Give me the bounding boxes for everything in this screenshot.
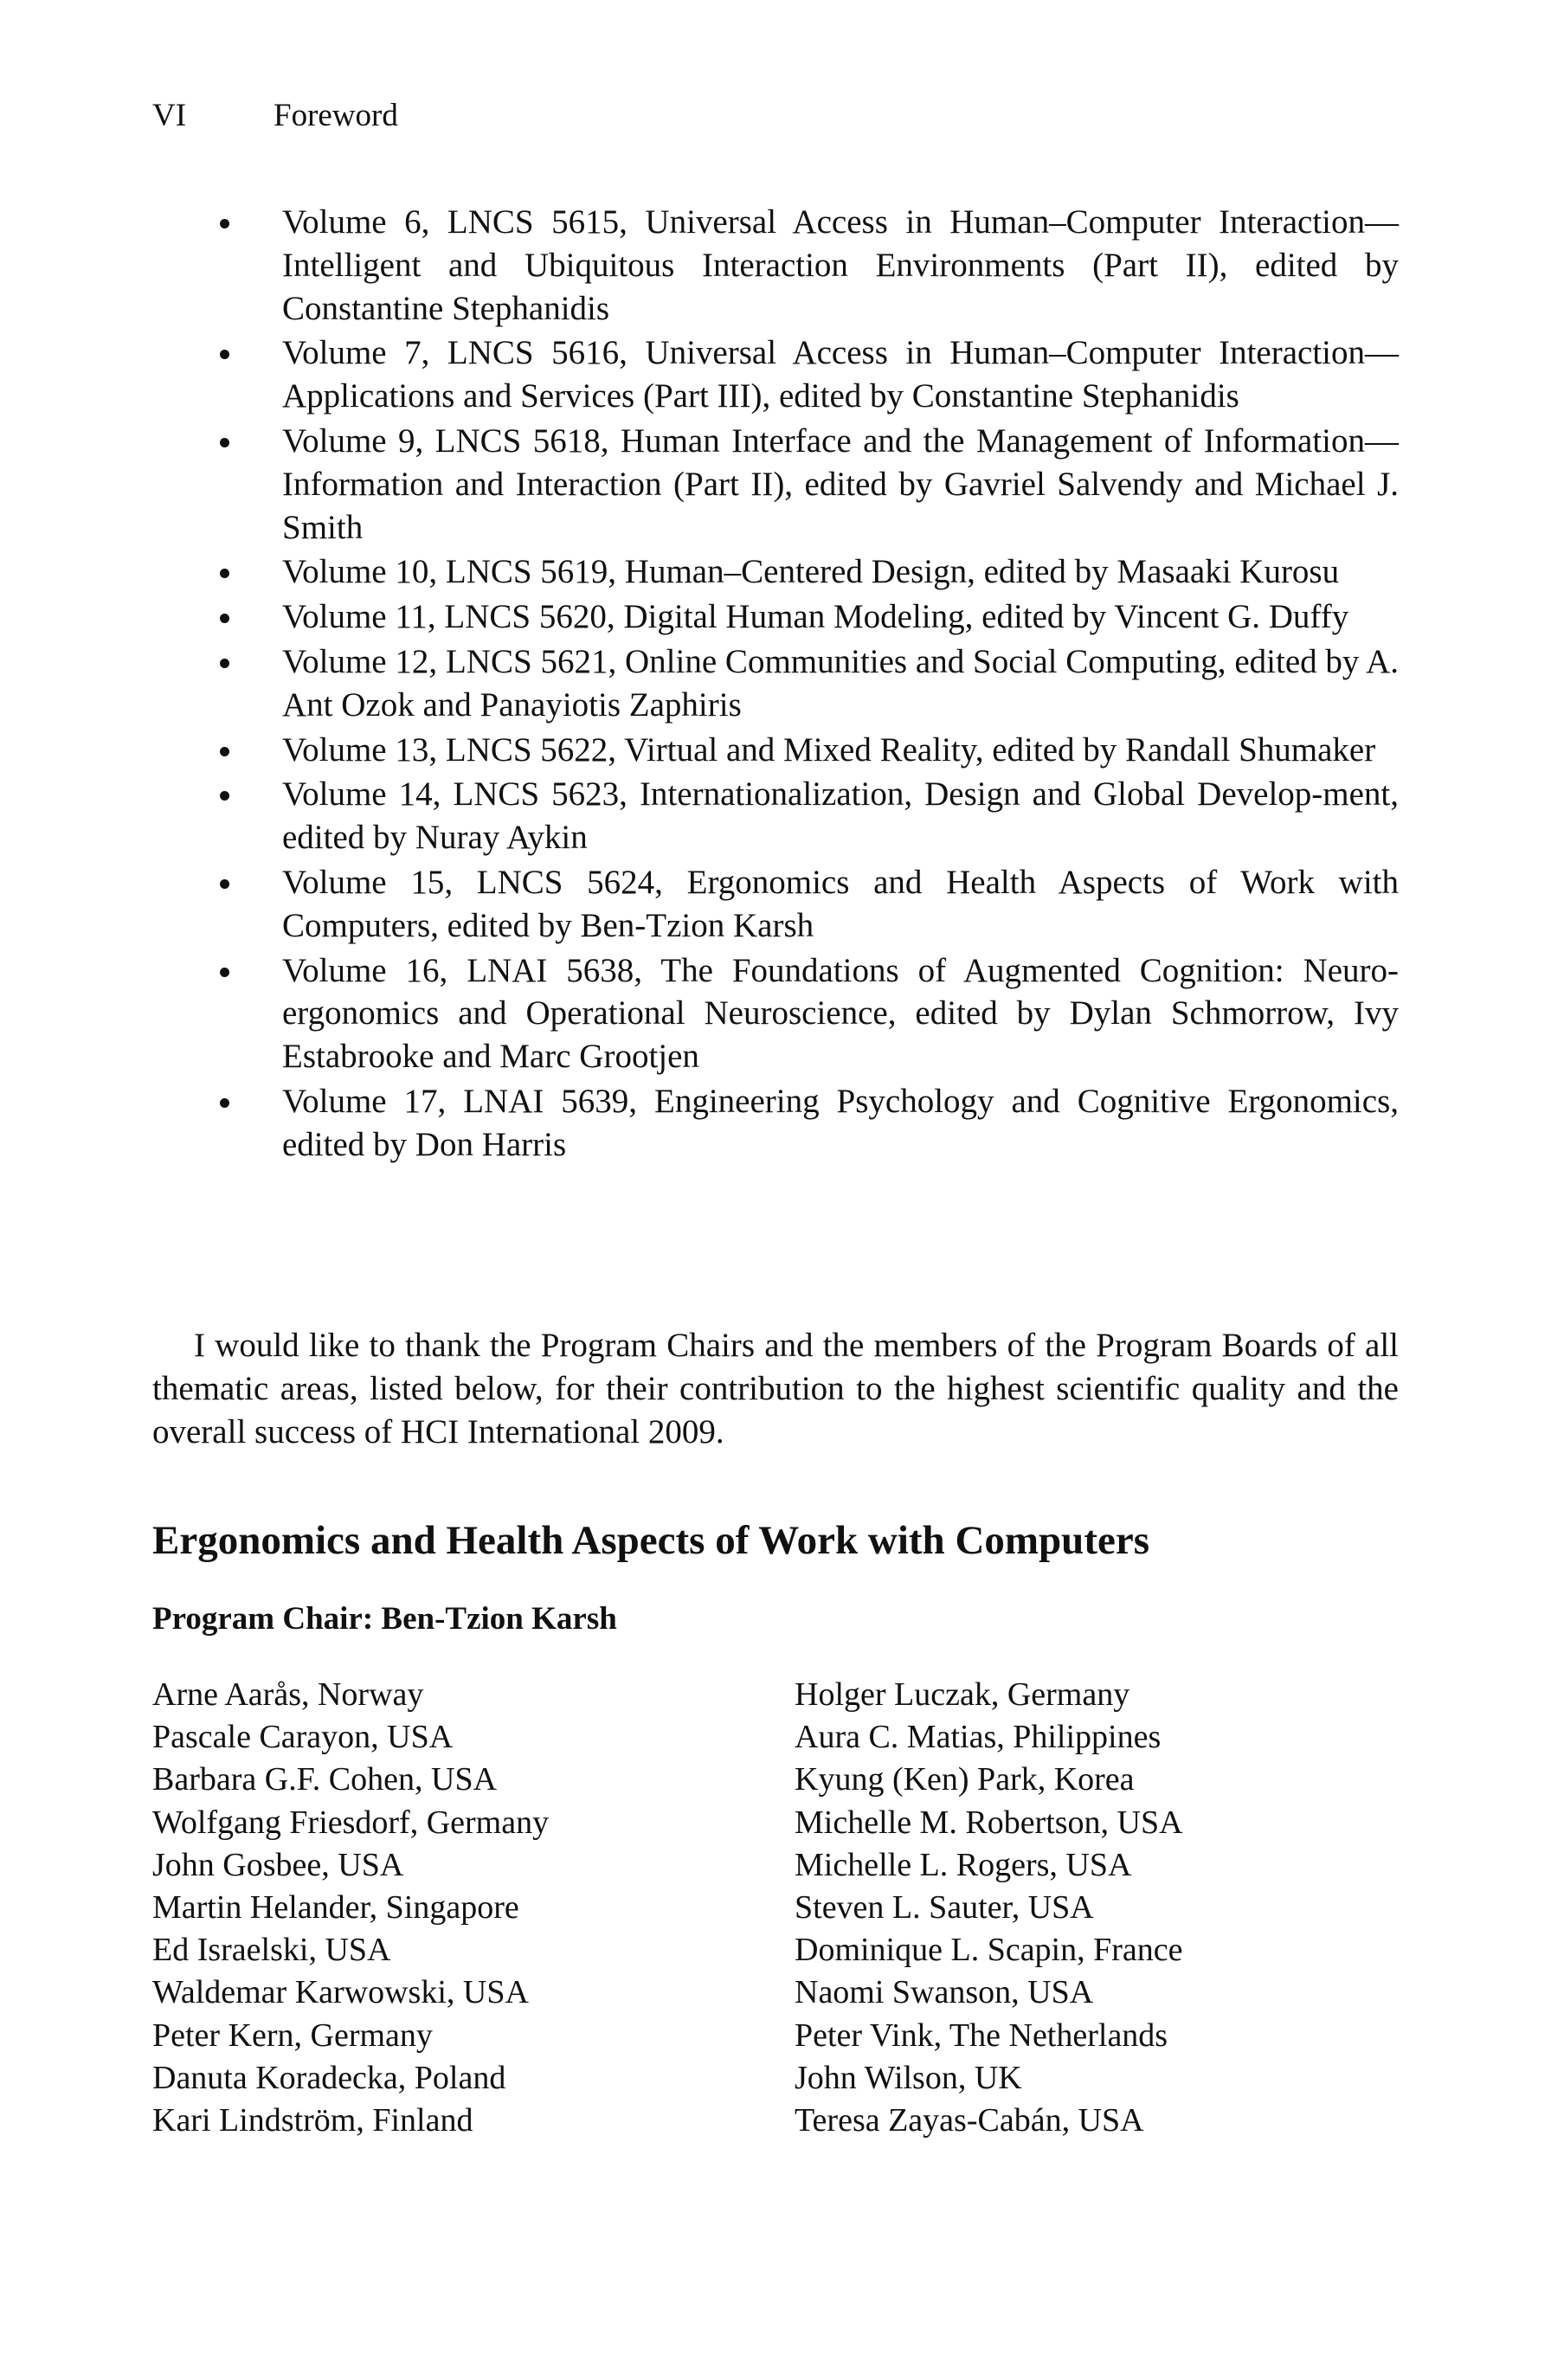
running-head (152, 97, 1399, 135)
list-item: Dominique L. Scapin, France (795, 1932, 1183, 1969)
list-item: Martin Helander, Singapore (152, 1889, 519, 1927)
list-item (152, 773, 1399, 859)
list-item-text: Volume 9, LNCS 5618, Human Interface and the Management of Information—Information and Interaction (Part II), edited by Gavriel Salvendy and Michael J. Smith (282, 421, 1399, 546)
list-item (152, 331, 1399, 418)
list-item-text: Volume 17, LNAI 5639, Engineering Psychology and Cognitive Ergonomics, edited by Don Harris (282, 1082, 1399, 1163)
bullet-icon (220, 747, 229, 756)
bullet-icon (220, 659, 229, 668)
bullet-icon (220, 219, 229, 228)
running-head-title: Foreword (274, 98, 398, 133)
section-heading: Ergonomics and Health Aspects of Work with Computers (152, 1518, 1149, 1563)
bullet-icon (220, 968, 229, 977)
list-item: Barbara G.F. Cohen, USA (152, 1761, 498, 1798)
list-item-text: Volume 15, LNCS 5624, Ergonomics and Health Aspects of Work with Computers, edited by Ben-Tzion Karsh (282, 863, 1399, 944)
list-item: Kyung (Ken) Park, Korea (795, 1761, 1135, 1798)
bullet-icon (220, 791, 229, 801)
list-item (152, 420, 1399, 549)
volume-list (152, 201, 1399, 1168)
thanks-paragraph: I would like to thank the Program Chairs and the members of the Program Boards of all thematic areas, listed below, for their contribution to the highest scientific quality and the overall success of HCI International 2009. (152, 1327, 1399, 1451)
list-item: Steven L. Sauter, USA (795, 1889, 1094, 1927)
list-item: John Gosbee, USA (152, 1846, 404, 1883)
program-chair: Program Chair: Ben-Tzion Karsh (152, 1601, 617, 1637)
bullet-icon (220, 569, 229, 578)
list-item: Aura C. Matias, Philippines (795, 1719, 1162, 1756)
list-item-text: Volume 13, LNCS 5622, Virtual and Mixed Reality, edited by Randall Shumaker (282, 730, 1376, 769)
list-item-text: Volume 14, LNCS 5623, Internationalization, Design and Global Develop-ment, edited by Nuray Aykin (282, 775, 1399, 857)
page-number: VI (152, 98, 187, 133)
program-board-members (152, 1674, 1399, 2142)
list-item: Peter Kern, Germany (152, 2017, 433, 2054)
list-item: Arne Aarås, Norway (152, 1676, 424, 1713)
list-item-text: Volume 12, LNCS 5621, Online Communities and Social Computing, edited by A. Ant Ozok and Panayiotis Zaphiris (282, 642, 1399, 724)
members-column-right (795, 1674, 1399, 2142)
list-item: Teresa Zayas-Cabán, USA (795, 2102, 1144, 2139)
list-item: Peter Vink, The Netherlands (795, 2017, 1168, 2054)
list-item-text: Volume 7, LNCS 5616, Universal Access in Human–Computer Interaction—Applications and Services (Part III), edited by Constantine Stephanidis (282, 334, 1399, 415)
list-item: Holger Luczak, Germany (795, 1676, 1130, 1713)
list-item: Kari Lindström, Finland (152, 2102, 473, 2139)
list-item-text: Volume 16, LNAI 5638, The Foundations of Augmented Cognition: Neuro-ergonomics and Operational Neuroscience, edited by Dylan Schmorrow, Ivy Estabrooke and Marc Grootjen (282, 951, 1399, 1076)
members-column-left (152, 1674, 795, 2142)
bullet-icon (220, 879, 229, 889)
list-item: Wolfgang Friesdorf, Germany (152, 1804, 550, 1841)
list-item: John Wilson, UK (795, 2059, 1022, 2096)
list-item (152, 640, 1399, 727)
list-item-text: Volume 10, LNCS 5619, Human–Centered Design, edited by Masaaki Kurosu (282, 553, 1340, 591)
list-item: Waldemar Karwowski, USA (152, 1974, 529, 2011)
list-item (152, 550, 1399, 594)
list-item: Naomi Swanson, USA (795, 1974, 1094, 2011)
list-item (152, 201, 1399, 330)
list-item: Danuta Koradecka, Poland (152, 2059, 506, 2096)
list-item-text: Volume 11, LNCS 5620, Digital Human Modeling, edited by Vincent G. Duffy (282, 598, 1349, 636)
list-item: Michelle M. Robertson, USA (795, 1804, 1183, 1841)
bullet-icon (220, 614, 229, 623)
list-item: Michelle L. Rogers, USA (795, 1846, 1132, 1883)
list-item (152, 595, 1399, 639)
list-item: Pascale Carayon, USA (152, 1719, 454, 1756)
bullet-icon (220, 438, 229, 447)
list-item (152, 729, 1399, 772)
list-item (152, 949, 1399, 1078)
list-item-text: Volume 6, LNCS 5615, Universal Access in Human–Computer Interaction—Intelligent and Ubiquitous Interaction Environments (Part II), edited by Constantine Stephanidis (282, 203, 1399, 327)
list-item (152, 1080, 1399, 1167)
list-item: Ed Israelski, USA (152, 1932, 391, 1969)
bullet-icon (220, 1098, 229, 1108)
bullet-icon (220, 350, 229, 359)
list-item (152, 861, 1399, 948)
